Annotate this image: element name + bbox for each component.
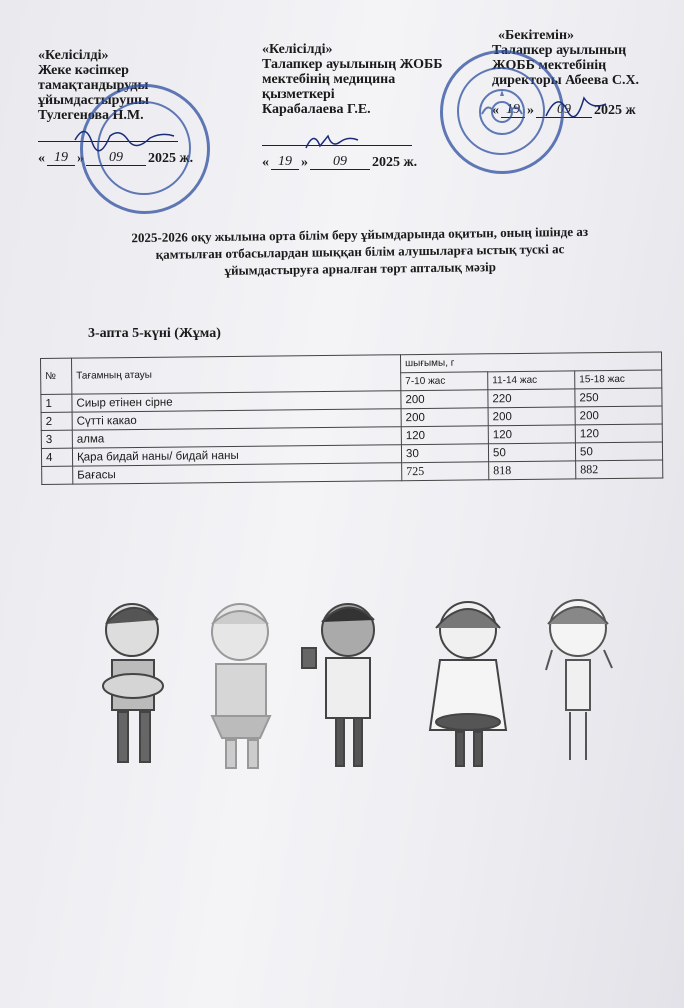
approval-line: қызметкері [262, 87, 335, 102]
approval-date: « 19 » 09 2025 ж. [38, 150, 194, 166]
approval-heading: «Келісілді» [262, 42, 333, 57]
col-header-yield: шығымы, г [400, 352, 661, 373]
date-day: 19 [47, 150, 75, 166]
approval-line: тамақтандыруды [38, 78, 149, 93]
col-header-age: 15-18 жас [575, 370, 662, 389]
date-year: 2025 ж. [372, 155, 418, 170]
date-year: 2025 ж [594, 103, 636, 118]
approval-line: Талапкер ауылының ЖОББ [262, 57, 443, 72]
price-value: 725 [402, 462, 489, 481]
child-figure [302, 604, 374, 766]
approval-heading: «Келісілді» [38, 48, 109, 63]
document-title: 2025-2026 оқу жылына орта білім беру ұйымдарында оқитын, оның ішінде аз қамтылған отбасылардан шыққан білім алушыларға ыстық тускі ас ұйымдастыруға арналған төрт апталық мәзір [131, 223, 589, 278]
approval-heading: «Бекітемін» [498, 28, 575, 43]
table-row: 2 Сүтті какао 200 200 200 [41, 406, 662, 431]
handwritten-signature-3 [540, 86, 610, 126]
approval-date: « 19 » 09 2025 ж [492, 102, 636, 118]
week-day-label: 3-апта 5-күні (Жұма) [88, 326, 221, 341]
col-header-age: 7-10 жас [401, 372, 488, 391]
col-header-age: 11-14 жас [488, 371, 575, 390]
col-header-name: Тағамның атауы [72, 355, 401, 394]
handwritten-signature-2 [302, 128, 362, 156]
date-day: 19 [271, 154, 299, 170]
approval-signer-name: директоры Абеева С.Х. [492, 73, 640, 88]
state-emblem-icon [474, 84, 530, 140]
approval-signer-name: Карабалаева Г.Е. [262, 102, 371, 117]
date-month: 09 [86, 150, 146, 166]
child-figure [212, 604, 270, 768]
children-illustration [90, 590, 650, 790]
approval-signer-name: Тулегенова Н.М. [38, 108, 144, 123]
approval-line: мектебінің медицина [262, 72, 396, 87]
approval-line: ЖОББ мектебінің [492, 58, 607, 73]
menu-table [40, 351, 663, 485]
approval-line: ұйымдастырушы [38, 93, 149, 108]
price-label: Бағасы [73, 463, 402, 484]
price-value: 882 [576, 460, 663, 479]
table-row: 4 Қара бидай наны/ бидай наны 30 50 50 [41, 442, 662, 467]
table-row: 3 алма 120 120 120 [41, 424, 662, 449]
approval-line: Жеке кәсіпкер [38, 63, 129, 78]
approval-date: « 19 » 09 2025 ж. [262, 154, 418, 170]
handwritten-signature-1 [70, 118, 180, 158]
date-month: 09 [536, 102, 592, 118]
date-month: 09 [310, 154, 370, 170]
date-year: 2025 ж. [148, 151, 194, 166]
price-value: 818 [489, 461, 576, 480]
child-figure [430, 602, 506, 766]
date-day: 19 [501, 102, 525, 118]
table-row: 1 Сиыр етінен сірне 200 220 250 [41, 388, 662, 413]
child-figure [103, 604, 163, 762]
col-header-num: № [41, 358, 72, 394]
child-figure [546, 600, 612, 760]
approval-line: Талапкер ауылының [492, 43, 627, 58]
